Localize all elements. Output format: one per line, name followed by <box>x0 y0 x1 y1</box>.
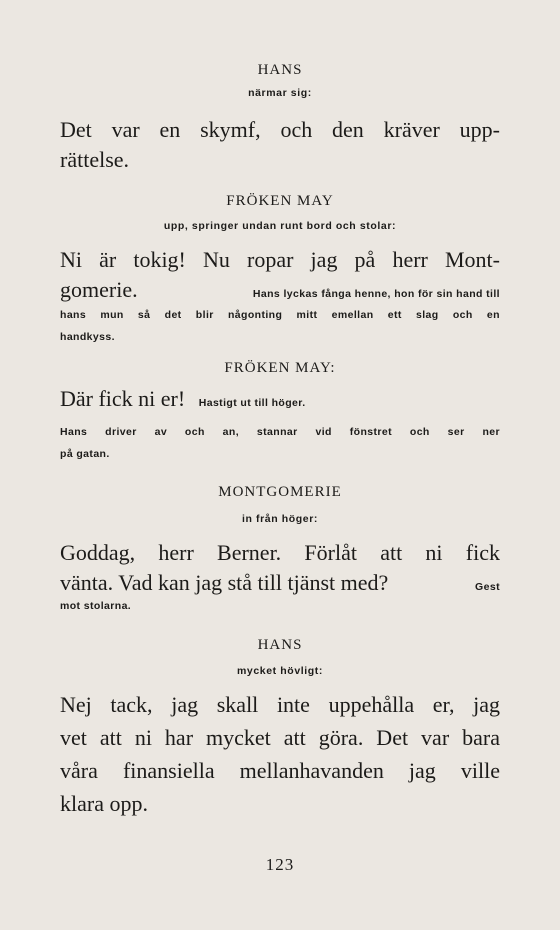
stage-direction: mycket hövligt: <box>236 665 324 677</box>
dialogue-text: Där fick ni er! <box>60 386 186 411</box>
dialogue-line: klara opp. <box>60 791 148 816</box>
dialogue-line: Nej tack, jag skall inte uppehålla er, jag <box>60 692 500 717</box>
stage-direction: in från höger: <box>241 513 319 525</box>
dialogue-line-mixed <box>60 570 500 600</box>
stage-direction-line: handkyss. <box>60 331 115 343</box>
dialogue-line-mixed <box>60 386 500 416</box>
speaker-name: MONTGOMERIE <box>218 484 342 500</box>
stage-direction-line: mot stolarna. <box>60 600 132 612</box>
dialogue-line: rättelse. <box>60 147 130 172</box>
inline-stage-direction: Gest <box>475 581 500 593</box>
stage-direction: upp, springer undan runt bord och stolar: <box>163 220 397 232</box>
stage-direction-line: Hans driver av och an, stannar vid fönstret och ser ner <box>60 426 500 438</box>
dialogue-text: gomerie. <box>60 277 138 302</box>
dialogue-line: Goddag, herr Berner. Förlåt att ni fick <box>60 540 500 565</box>
dialogue-line: Det var en skymf, och den kräver upp- <box>60 117 500 142</box>
speaker-name: FRÖKEN MAY: <box>224 360 336 376</box>
page-number: 123 <box>265 855 295 874</box>
dialogue-line-mixed <box>60 277 500 307</box>
dialogue-line: våra finansiella mellanhavanden jag ville <box>60 758 500 783</box>
dialogue-line: vet att ni har mycket att göra. Det var bara <box>60 725 500 750</box>
speaker-name: HANS <box>257 637 303 653</box>
stage-direction-line: hans mun så det blir någonting mitt emellan ett slag och en <box>60 309 500 321</box>
stage-direction-line: på gatan. <box>60 448 110 460</box>
speaker-name: FRÖKEN MAY <box>226 193 334 209</box>
inline-stage-direction: Hans lyckas fånga henne, hon för sin hand till <box>252 288 500 300</box>
inline-stage-direction: Hastigt ut till höger. <box>198 397 306 409</box>
stage-direction: närmar sig: <box>248 87 312 99</box>
dialogue-line: Ni är tokig! Nu ropar jag på herr Mont- <box>60 247 500 272</box>
dialogue-text: vänta. Vad kan jag stå till tjänst med? <box>60 570 389 595</box>
speaker-name: HANS <box>257 62 303 78</box>
